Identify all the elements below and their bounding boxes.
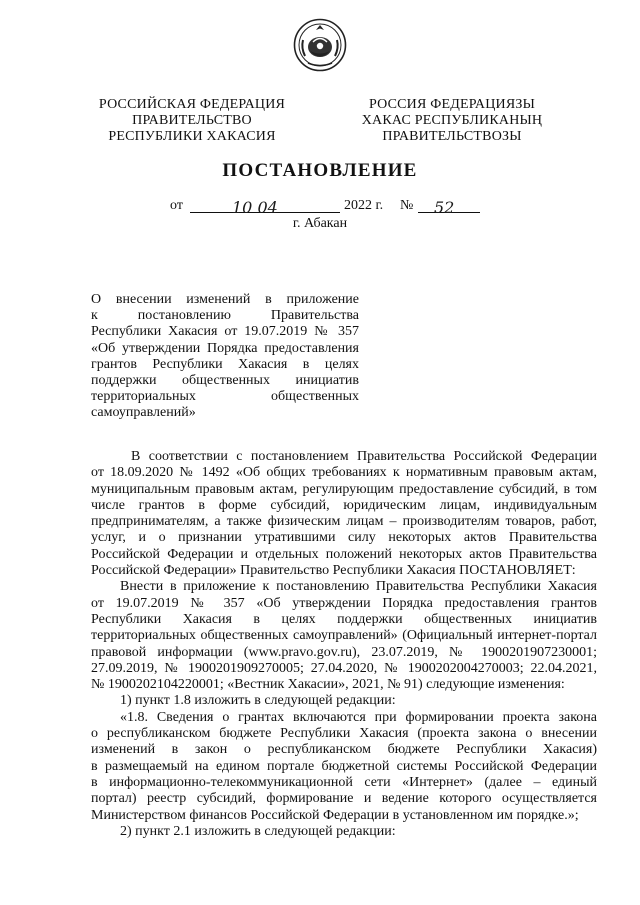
number-label: № [400,198,414,213]
subject-line: грантов Республики Хакасия в целях [91,356,359,372]
body-line: числе грантов в форме субсидий, юридическим лицам, индивидуальным [91,497,597,513]
body-line: территориальных общественных самоуправлений» (Официальный интернет-портал [91,628,597,644]
body-line: «1.8. Сведения о грантах включаются при формировании проекта закона [120,709,597,725]
header-left-block [67,97,317,145]
body-line: Республики Хакасия в целях поддержки общественных инициатив [91,611,597,627]
body-line: Министерством финансов Российской Федерации в установленном им порядке.»; [91,807,579,823]
body-line: в информационно-телекоммуникационной сети «Интернет» (далее – единый [91,774,597,790]
body-line: о республиканском бюджете Республики Хакасия (проекта закона о внесении [91,726,597,742]
subject-line: к постановлению Правительства [91,308,359,324]
body-line: № 1900202104220001; «Вестник Хакасии», 2021, № 91) следующие изменения: [91,677,565,693]
body-line: Внести в приложение к постановлению Правительства Республики Хакасия [120,579,597,595]
body-line: в размещаемый на едином портале бюджетной системы Российской Федерации [91,758,597,774]
handwritten-number: 52 [434,198,455,217]
year-label: 2022 г. [344,198,384,213]
header-right-line: ХАКАС РЕСПУБЛИКАНЫҢ [361,113,543,128]
handwritten-date: 10 04 [232,198,278,217]
header-left-line: РЕСПУБЛИКИ ХАКАСИЯ [108,129,276,144]
body-line: портал) реестр субсидий, формирование и ведение которого осуществляется [91,791,597,807]
body-line: 27.09.2019, № 1900201909270005; 27.04.2020, № 1900202004270003; 22.04.2021, [91,660,597,676]
body-text [91,449,597,840]
body-line: муниципальным правовым актам, регулирующим предоставление субсидий, в том [91,481,597,497]
body-line: 1) пункт 1.8 изложить в следующей редакции: [120,693,396,709]
body-line: изменений в закон о республиканском бюджете Республики Хакасия) [91,742,597,758]
header-left-line: ПРАВИТЕЛЬСТВО [132,113,252,128]
body-line: В соответствии с постановлением Правительства Российской Федерации [131,449,597,464]
city-label: г. Абакан [292,216,348,231]
body-line: предпринимателям, а также физическим лицам – производителям товаров, работ, [91,514,597,530]
body-line: 2) пункт 2.1 изложить в следующей редакции: [120,823,396,839]
body-line: Российской Федерации» Правительство Республики Хакасия ПОСТАНОВЛЯЕТ: [91,563,576,579]
subject-line: О внесении изменений в приложение [91,292,359,307]
subject-line: Республики Хакасия от 19.07.2019 № 357 [91,324,359,340]
subject-line: «Об утверждении Порядка предоставления [91,340,359,356]
body-line: от 19.07.2019 № 357 «Об утверждении Порядка предоставления грантов [91,595,597,611]
body-line: услуг, и о признании утратившими силу некоторых актов Правительства [91,530,597,546]
body-line: правовой информации (www.pravo.gov.ru), 23.07.2019, № 1900201907230001; [91,644,597,660]
header-right-line: ПРАВИТЕЛЬСТВОЗЫ [382,129,522,144]
coat-of-arms-emblem [293,18,347,72]
document-title: ПОСТАНОВЛЕНИЕ [222,160,418,181]
date-from-label: от [170,198,183,213]
header-right-line: РОССИЯ ФЕДЕРАЦИЯЗЫ [368,97,536,112]
header-right-block [327,97,577,145]
date-number-line [170,196,500,218]
body-line: от 18.09.2020 № 1492 «Об общих требованиях к нормативным правовым актам, [91,465,597,481]
subject-line: самоуправлений» [91,405,196,421]
header-left-line: РОССИЙСКАЯ ФЕДЕРАЦИЯ [98,97,286,112]
subject-line: территориальных общественных [91,389,359,405]
subject-block [91,292,359,422]
subject-line: поддержки общественных инициатив [91,373,359,389]
body-line: Российской Федерации и отдельных положений некоторых актов Правительства [91,546,597,562]
